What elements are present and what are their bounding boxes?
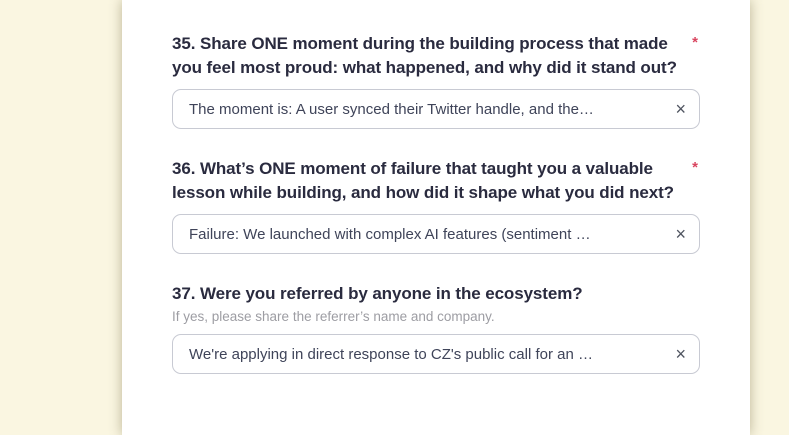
- question-title: 36. What’s ONE moment of failure that taught you a valuable lesson while building, and how did it shape what you did next?: [172, 159, 674, 202]
- form-panel: [122, 0, 750, 435]
- answer-field-37[interactable]: [172, 334, 700, 374]
- question-36: [172, 157, 700, 254]
- required-asterisk: *: [692, 159, 698, 176]
- clear-icon[interactable]: ×: [675, 99, 686, 119]
- answer-text: The moment is: A user synced their Twitter handle, and the…: [189, 100, 594, 118]
- question-35: [172, 32, 700, 129]
- clear-icon[interactable]: ×: [675, 224, 686, 244]
- answer-text: Failure: We launched with complex AI features (sentiment …: [189, 225, 591, 243]
- question-title: 35. Share ONE moment during the building process that made you feel most proud: what happened, and why did it stand out?: [172, 34, 677, 77]
- required-asterisk: *: [692, 34, 698, 51]
- clear-icon[interactable]: ×: [675, 344, 686, 364]
- answer-field-36[interactable]: [172, 214, 700, 254]
- answer-text: We're applying in direct response to CZ's public call for an …: [189, 345, 593, 363]
- question-37: [172, 282, 700, 374]
- form-content: [122, 0, 750, 374]
- question-title: 37. Were you referred by anyone in the ecosystem?: [172, 284, 583, 303]
- answer-field-35[interactable]: [172, 89, 700, 129]
- question-helper-text: If yes, please share the referrer’s name and company.: [172, 309, 495, 324]
